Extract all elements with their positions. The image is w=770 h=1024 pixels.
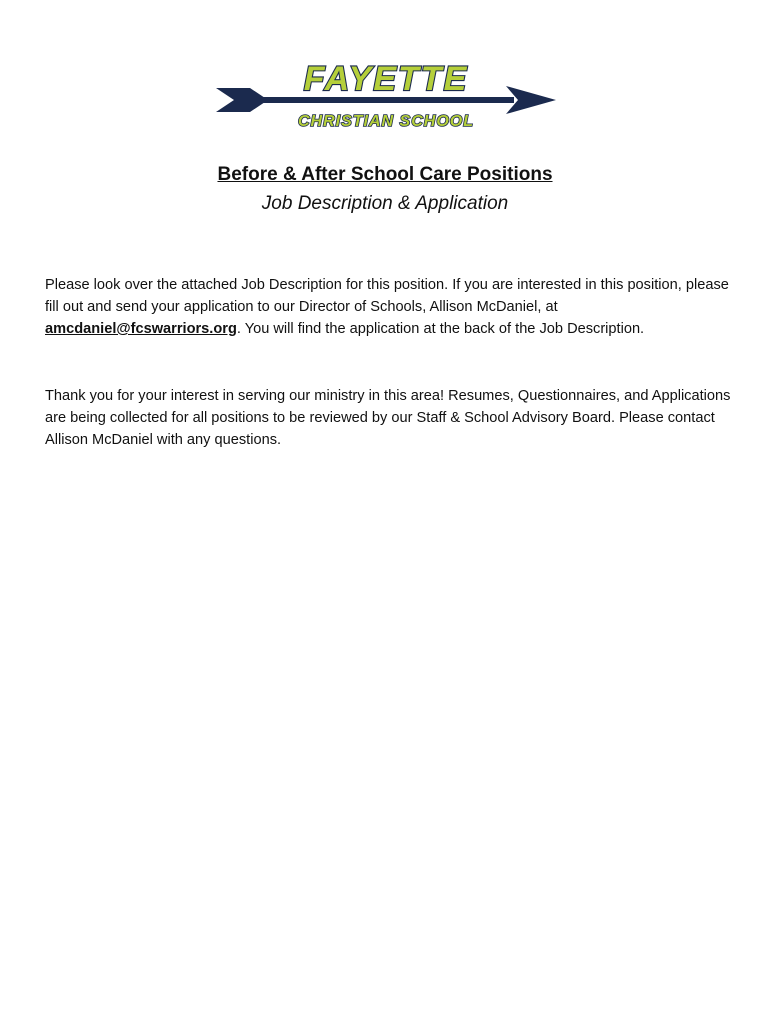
page-title: Before & After School Care Positions: [217, 164, 553, 185]
thank-you-paragraph: Thank you for your interest in serving our ministry in this area! Resumes, Questionnaires, and Applications are being collected for all positions to be reviewed by our Staff & School Advisory Board. Please contact Allison McDaniel with any questions.: [45, 388, 731, 448]
school-logo: [210, 56, 560, 136]
logo-name-bottom: CHRISTIAN SCHOOL: [298, 113, 474, 130]
instructions-text-start: Please look over the attached Job Description for this position. If you are interested in this position, please fill out and send your application to our Director of Schools, Allison McDaniel, at: [45, 277, 729, 315]
director-email-link[interactable]: amcdaniel@fcswarriors.org: [45, 321, 237, 337]
instructions-text-end: . You will find the application at the back of the Job Description.: [236, 321, 645, 337]
page-subtitle: Job Description & Application: [261, 193, 509, 214]
arrow-logo-graphic: [210, 56, 560, 136]
instructions-paragraph: [45, 274, 735, 340]
logo-name-top: FAYETTE: [303, 60, 469, 98]
